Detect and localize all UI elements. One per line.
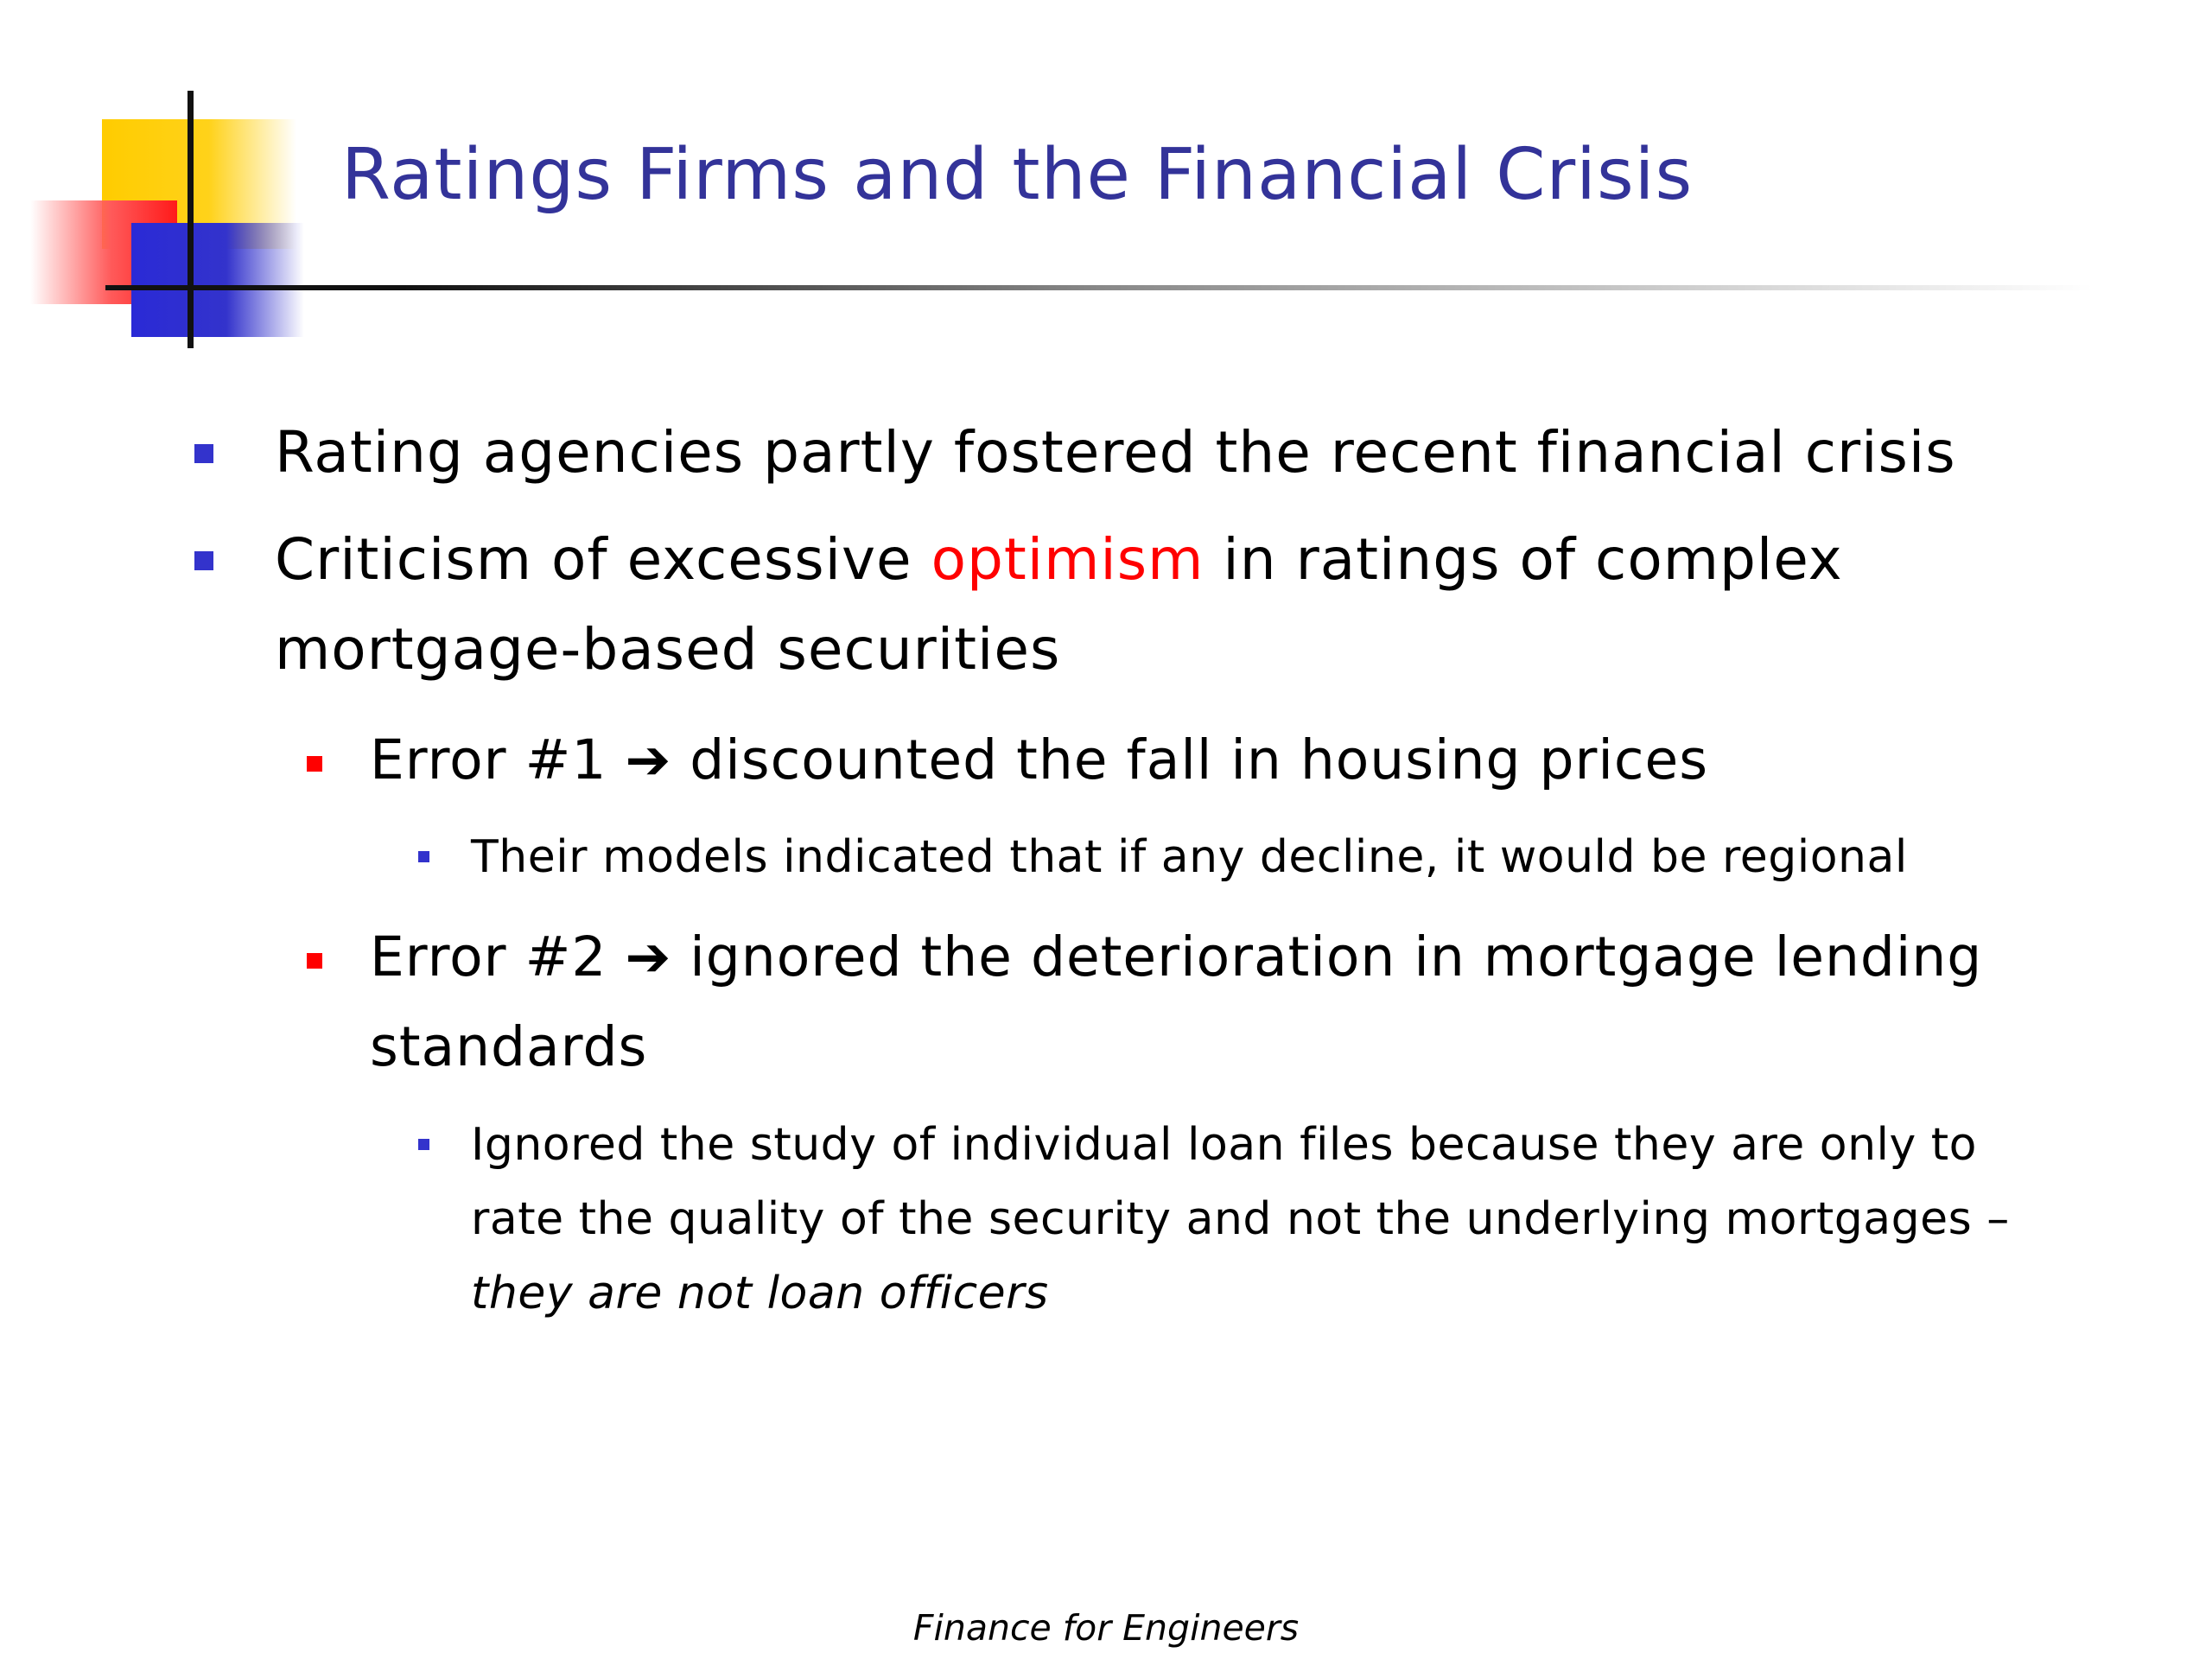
bullet-item-level2: Error #2 ➔ ignored the deterioration in mortgage lending [370,925,1983,988]
bullet-marker-level1 [194,444,213,463]
bullet-item-level1: Rating agencies partly fostered the recent financial crisis [275,419,1956,486]
bullet-item-level1 [275,515,1843,605]
slide-logo-decoration [0,0,346,363]
highlight-word: optimism [931,526,1205,593]
slide-title: Ratings Firms and the Financial Crisis [341,134,1694,216]
bullet-item-level3: Their models indicated that if any decline, it would be regional [471,831,1908,883]
bullet-marker-level3 [418,1139,429,1150]
bullet-text: in ratings of complex [1204,526,1843,593]
bullet-marker-level1 [194,551,213,570]
bullet-item-continuation: rate the quality of the security and not the underlying mortgages – [471,1193,2010,1245]
bullet-marker-level3 [418,851,429,862]
title-underline-rule [105,285,2093,290]
bullet-marker-level2 [307,953,322,969]
bullet-text: Criticism of excessive [275,526,931,593]
bullet-item-level2: Error #1 ➔ discounted the fall in housing prices [370,728,1709,791]
slide-footer: Finance for Engineers [912,1607,1300,1649]
bullet-item-level3: Ignored the study of individual loan files because they are only to [471,1119,1977,1171]
vertical-rule [188,91,194,348]
bullet-item-continuation: standards [370,1015,648,1078]
bullet-item-continuation: they are not loan officers [471,1268,1049,1319]
blue-square-decoration [131,223,304,337]
bullet-item-continuation: mortgage-based securities [275,616,1061,683]
bullet-marker-level2 [307,756,322,772]
